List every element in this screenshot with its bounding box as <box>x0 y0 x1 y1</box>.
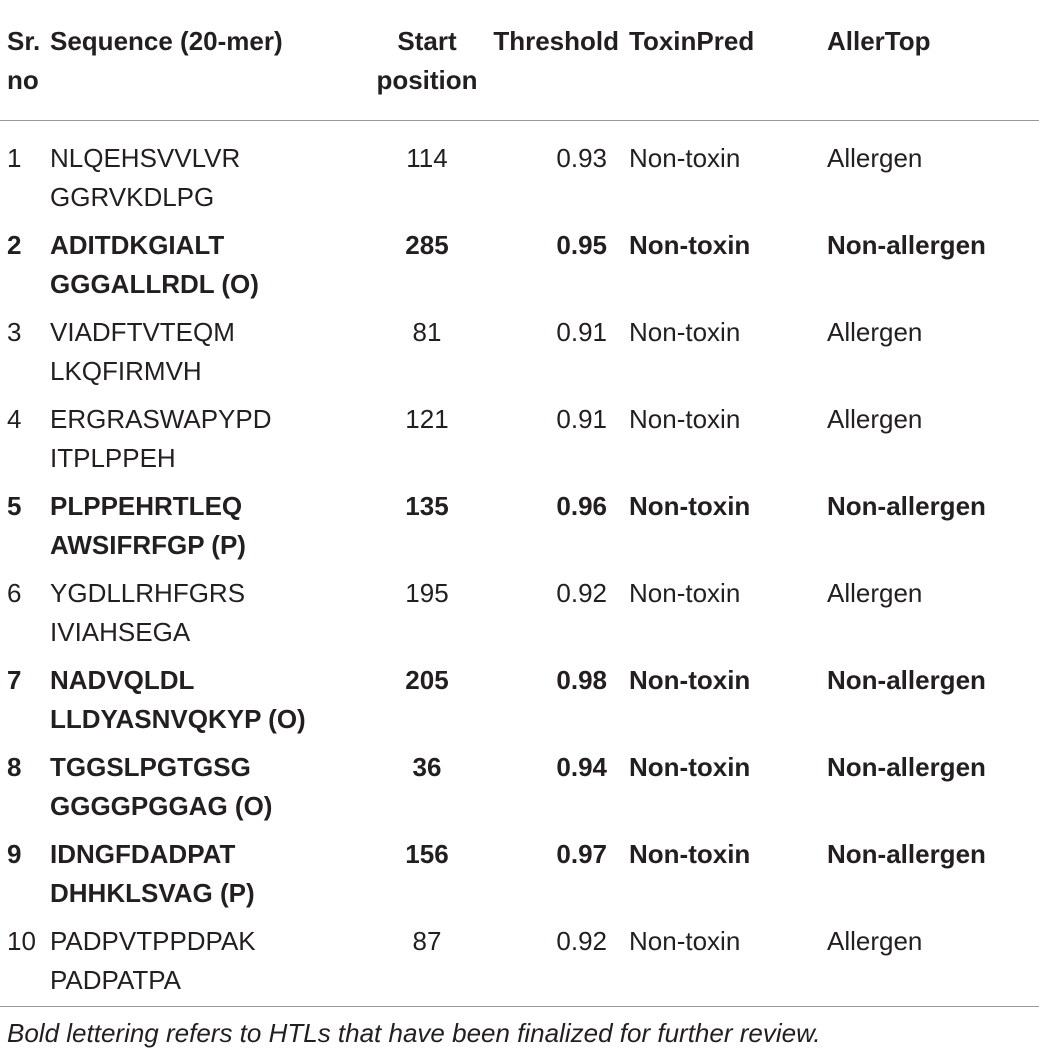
header-row <box>0 0 1039 121</box>
header-start-position <box>365 0 489 121</box>
cell-toxinpred: Non-toxin <box>629 316 741 347</box>
header-sr-no-line1: Sr. <box>7 26 41 56</box>
cell-sequence <box>50 574 365 661</box>
cell-start-position: 285 <box>405 229 449 260</box>
sequence-line2: ITPLPPEH <box>50 442 176 473</box>
cell-toxinpred: Non-toxin <box>629 925 741 956</box>
cell-threshold: 0.91 <box>556 403 607 434</box>
cell-allertop: Allergen <box>827 577 923 608</box>
cell-allertop: Non-allergen <box>827 664 986 695</box>
cell-threshold: 0.93 <box>556 143 607 173</box>
sequence-line2: LKQFIRMVH <box>50 355 202 386</box>
table-row <box>0 121 1039 226</box>
sequence-line1: NLQEHSVVLVR <box>50 143 241 173</box>
cell-sequence <box>50 661 365 748</box>
cell-sequence <box>50 748 365 835</box>
cell-sr-no: 6 <box>7 577 22 608</box>
cell-sr-no: 8 <box>7 751 22 782</box>
header-start-line1: Start <box>397 26 457 56</box>
cell-allertop: Allergen <box>827 143 923 173</box>
cell-toxinpred: Non-toxin <box>629 838 751 869</box>
sequence-line1: PLPPEHRTLEQ <box>50 490 243 521</box>
cell-toxinpred: Non-toxin <box>629 577 741 608</box>
sequence-line2: DHHKLSVAG (P) <box>50 877 255 908</box>
cell-toxinpred: Non-toxin <box>629 229 751 260</box>
cell-sequence <box>50 835 365 922</box>
table-footnote: Bold lettering refers to HTLs that have been finalized for further review. <box>7 1018 821 1048</box>
cell-sr-no: 7 <box>7 664 22 695</box>
cell-start-position: 114 <box>406 143 448 173</box>
table-row <box>0 748 1039 835</box>
header-sequence: Sequence (20-mer) <box>50 0 365 121</box>
sequence-line2: LLDYASNVQKYP (O) <box>50 703 306 734</box>
sequence-line2: GGGALLRDL (O) <box>50 268 259 299</box>
cell-toxinpred: Non-toxin <box>629 143 741 173</box>
cell-toxinpred: Non-toxin <box>629 751 751 782</box>
sequence-line2: IVIAHSEGA <box>50 616 191 647</box>
cell-sequence <box>50 400 365 487</box>
cell-start-position: 135 <box>405 490 449 521</box>
table-row <box>0 661 1039 748</box>
cell-sequence <box>50 487 365 574</box>
sequence-line2: GGRVKDLPG <box>50 182 215 212</box>
sequence-line2: GGGGPGGAG (O) <box>50 790 273 821</box>
cell-threshold: 0.96 <box>556 490 607 521</box>
header-allertop: AllerTop <box>817 0 1039 121</box>
sequence-line1: TGGSLPGTGSG <box>50 751 251 782</box>
cell-start-position: 156 <box>405 838 449 869</box>
cell-sequence <box>50 226 365 313</box>
cell-threshold: 0.98 <box>556 664 607 695</box>
cell-allertop: Allergen <box>827 403 923 434</box>
cell-sr-no: 5 <box>7 490 22 521</box>
header-start-line2: position <box>376 65 478 95</box>
table-body <box>0 121 1039 1009</box>
cell-sr-no: 9 <box>7 838 22 869</box>
cell-threshold: 0.94 <box>556 751 607 782</box>
table-row <box>0 922 1039 1009</box>
cell-sr-no: 10 <box>7 925 36 956</box>
sequence-line2: PADPATPA <box>50 964 181 995</box>
cell-allertop: Non-allergen <box>827 229 986 260</box>
cell-toxinpred: Non-toxin <box>629 490 751 521</box>
cell-start-position: 205 <box>405 664 449 695</box>
cell-threshold: 0.97 <box>556 838 607 869</box>
cell-start-position: 81 <box>412 316 442 347</box>
sequence-line2: AWSIFRFGP (P) <box>50 529 246 560</box>
sequence-line1: VIADFTVTEQM <box>50 316 235 347</box>
cell-toxinpred: Non-toxin <box>629 664 751 695</box>
cell-threshold: 0.95 <box>556 229 607 260</box>
table-row <box>0 574 1039 661</box>
cell-sr-no: 2 <box>7 229 22 260</box>
cell-allertop: Non-allergen <box>827 751 986 782</box>
table-row <box>0 313 1039 400</box>
cell-sr-no: 4 <box>7 403 22 434</box>
table-row <box>0 226 1039 313</box>
cell-threshold: 0.92 <box>556 925 607 956</box>
cell-threshold: 0.92 <box>556 577 607 608</box>
cell-sr-no: 1 <box>7 143 22 173</box>
header-sr-no <box>0 0 50 121</box>
sequence-line1: NADVQLDL <box>50 664 195 695</box>
header-threshold: Threshold <box>489 0 619 121</box>
cell-allertop: Non-allergen <box>827 838 986 869</box>
sequence-line1: PADPVTPPDPAK <box>50 925 256 956</box>
cell-start-position: 36 <box>412 751 442 782</box>
cell-allertop: Allergen <box>827 925 923 956</box>
cell-sequence <box>50 121 365 226</box>
table-row <box>0 835 1039 922</box>
cell-sequence <box>50 313 365 400</box>
table-row <box>0 400 1039 487</box>
cell-start-position: 121 <box>405 403 449 434</box>
bottom-rule <box>0 1006 1039 1007</box>
sequence-line1: ADITDKGIALT <box>50 229 225 260</box>
cell-toxinpred: Non-toxin <box>629 403 741 434</box>
cell-threshold: 0.91 <box>556 316 607 347</box>
cell-start-position: 195 <box>405 577 449 608</box>
cell-allertop: Non-allergen <box>827 490 986 521</box>
cell-start-position: 87 <box>412 925 442 956</box>
table-header <box>0 0 1039 121</box>
cell-sr-no: 3 <box>7 316 22 347</box>
table-row <box>0 487 1039 574</box>
cell-allertop: Allergen <box>827 316 923 347</box>
sequence-line1: IDNGFDADPAT <box>50 838 236 869</box>
sequence-line1: YGDLLRHFGRS <box>50 577 246 608</box>
cell-sequence <box>50 922 365 1009</box>
sequence-line1: ERGRASWAPYPD <box>50 403 272 434</box>
header-sr-no-line2: no <box>7 65 39 95</box>
header-toxinpred: ToxinPred <box>619 0 817 121</box>
